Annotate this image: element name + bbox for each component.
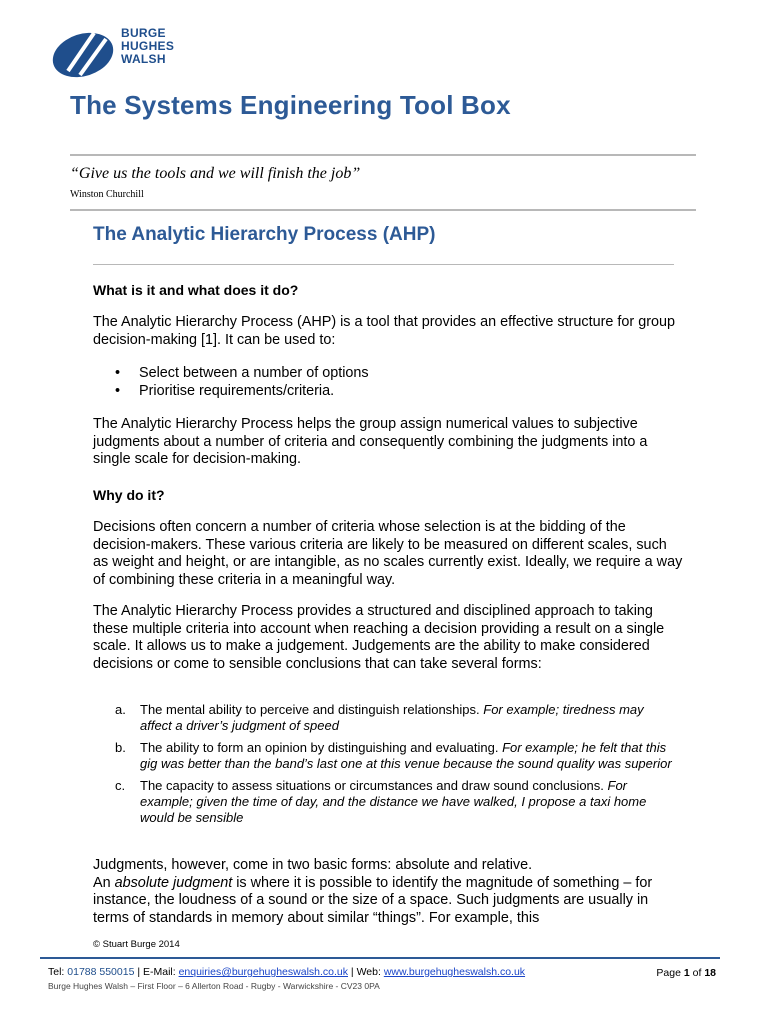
list-item-example: For example; given the time of day, and the distance we have walked, I propose a taxi home would be sensible bbox=[140, 778, 647, 825]
list-item-text: The ability to form an opinion by distinguishing and evaluating. bbox=[140, 740, 503, 755]
page-label: Page bbox=[656, 967, 684, 979]
page-current: 1 bbox=[683, 967, 690, 979]
text-span: is where it is possible to identify the magnitude of something – for instance, the loudness of a sound or the size of a space. Such judgments are usually in terms of standards in memory about similar “things”. For example, this bbox=[93, 874, 653, 926]
company-logo bbox=[50, 27, 120, 79]
list-marker: b. bbox=[115, 740, 126, 755]
list-item-example: For example; tiredness may affect a driver’s judgment of speed bbox=[140, 702, 644, 733]
list-item-text: Prioritise requirements/criteria. bbox=[139, 382, 335, 399]
list-item bbox=[93, 383, 673, 401]
footer-divider bbox=[40, 957, 720, 959]
list-item bbox=[115, 778, 675, 826]
email-label: | E-Mail: bbox=[134, 966, 179, 978]
copyright-notice: © Stuart Burge 2014 bbox=[93, 939, 180, 950]
paragraph-intro: The Analytic Hierarchy Process (AHP) is a tool that provides an effective structure for group decision-making [1]. It can be used to: bbox=[93, 314, 676, 348]
emphasis-term: absolute judgment bbox=[114, 874, 233, 891]
paragraph-structured-approach: The Analytic Hierarchy Process provides a structured and disciplined approach to taking these multiple criteria into account when reaching a decision providing a result on a single scale. It allows us to make a judgement. Judgements are the ability to make considered decisions or come to sensible conclusions that can take several forms: bbox=[93, 603, 665, 672]
divider-quote bbox=[70, 209, 696, 211]
paragraph-decisions: Decisions often concern a number of criteria whose selection is at the bidding of the decision-makers. These various criteria are likely to be measured on different scales, such as weight and height, or are intangible, as no scales currently exist. Ideally, we require a way of combining these criteria in a meaningful way. bbox=[93, 519, 683, 588]
divider-section bbox=[93, 264, 674, 265]
bullet-icon: • bbox=[115, 382, 121, 399]
bullet-list bbox=[93, 365, 673, 400]
list-item-text: Select between a number of options bbox=[139, 365, 369, 381]
page-number bbox=[656, 967, 716, 979]
tel-number: 01788 550015 bbox=[67, 966, 135, 978]
paragraph-line bbox=[93, 875, 683, 928]
list-item-text: The capacity to assess situations or circumstances and draw sound conclusions. bbox=[140, 778, 608, 793]
email-link[interactable]: enquiries@burgehugheswalsh.co.uk bbox=[178, 966, 349, 978]
footer-address: Burge Hughes Walsh – First Floor – 6 Allerton Road - Rugby - Warwickshire - CV23 0PA bbox=[48, 981, 380, 991]
list-item bbox=[93, 365, 673, 383]
document-title: The Systems Engineering Tool Box bbox=[70, 90, 511, 120]
logo-line-1: BURGE bbox=[121, 26, 166, 40]
list-item bbox=[115, 702, 675, 734]
web-label: | Web: bbox=[348, 966, 384, 978]
logo-line-3: WALSH bbox=[121, 52, 166, 66]
epigraph-author: Winston Churchill bbox=[70, 189, 144, 200]
page-total: 18 bbox=[704, 967, 716, 979]
divider-top bbox=[70, 154, 696, 156]
page-of: of bbox=[689, 967, 705, 979]
logo-line-2: HUGHES bbox=[121, 39, 175, 53]
list-item-example: For example; he felt that this gig was better than the band’s last one at this venue because the sound quality was superior bbox=[140, 740, 672, 771]
list-item-text: The mental ability to perceive and distinguish relationships. bbox=[140, 702, 484, 717]
website-link[interactable]: www.burgehugheswalsh.co.uk bbox=[383, 966, 526, 978]
heading-what-is-it: What is it and what does it do? bbox=[93, 282, 299, 298]
list-marker: a. bbox=[115, 702, 126, 717]
heading-why-do-it: Why do it? bbox=[93, 487, 165, 503]
list-item bbox=[115, 740, 675, 772]
section-title: The Analytic Hierarchy Process (AHP) bbox=[93, 224, 436, 245]
bullet-icon: • bbox=[115, 365, 121, 381]
paragraph-numerical-values: The Analytic Hierarchy Process helps the group assign numerical values to subjective judgments about a number of criteria and consequently combining the judgments into a single scale for decision-making. bbox=[93, 416, 648, 467]
logo-wordmark bbox=[121, 27, 174, 66]
paragraph-line: Judgments, however, come in two basic forms: absolute and relative. bbox=[93, 857, 533, 873]
text-span: An bbox=[93, 874, 115, 891]
judgement-forms-list bbox=[115, 702, 675, 832]
tel-label: Tel: bbox=[48, 966, 68, 978]
epigraph-quote: “Give us the tools and we will finish the job” bbox=[70, 165, 361, 182]
list-marker: c. bbox=[115, 778, 126, 793]
footer-contact bbox=[48, 966, 525, 978]
paragraph-judgment-forms bbox=[93, 857, 683, 927]
